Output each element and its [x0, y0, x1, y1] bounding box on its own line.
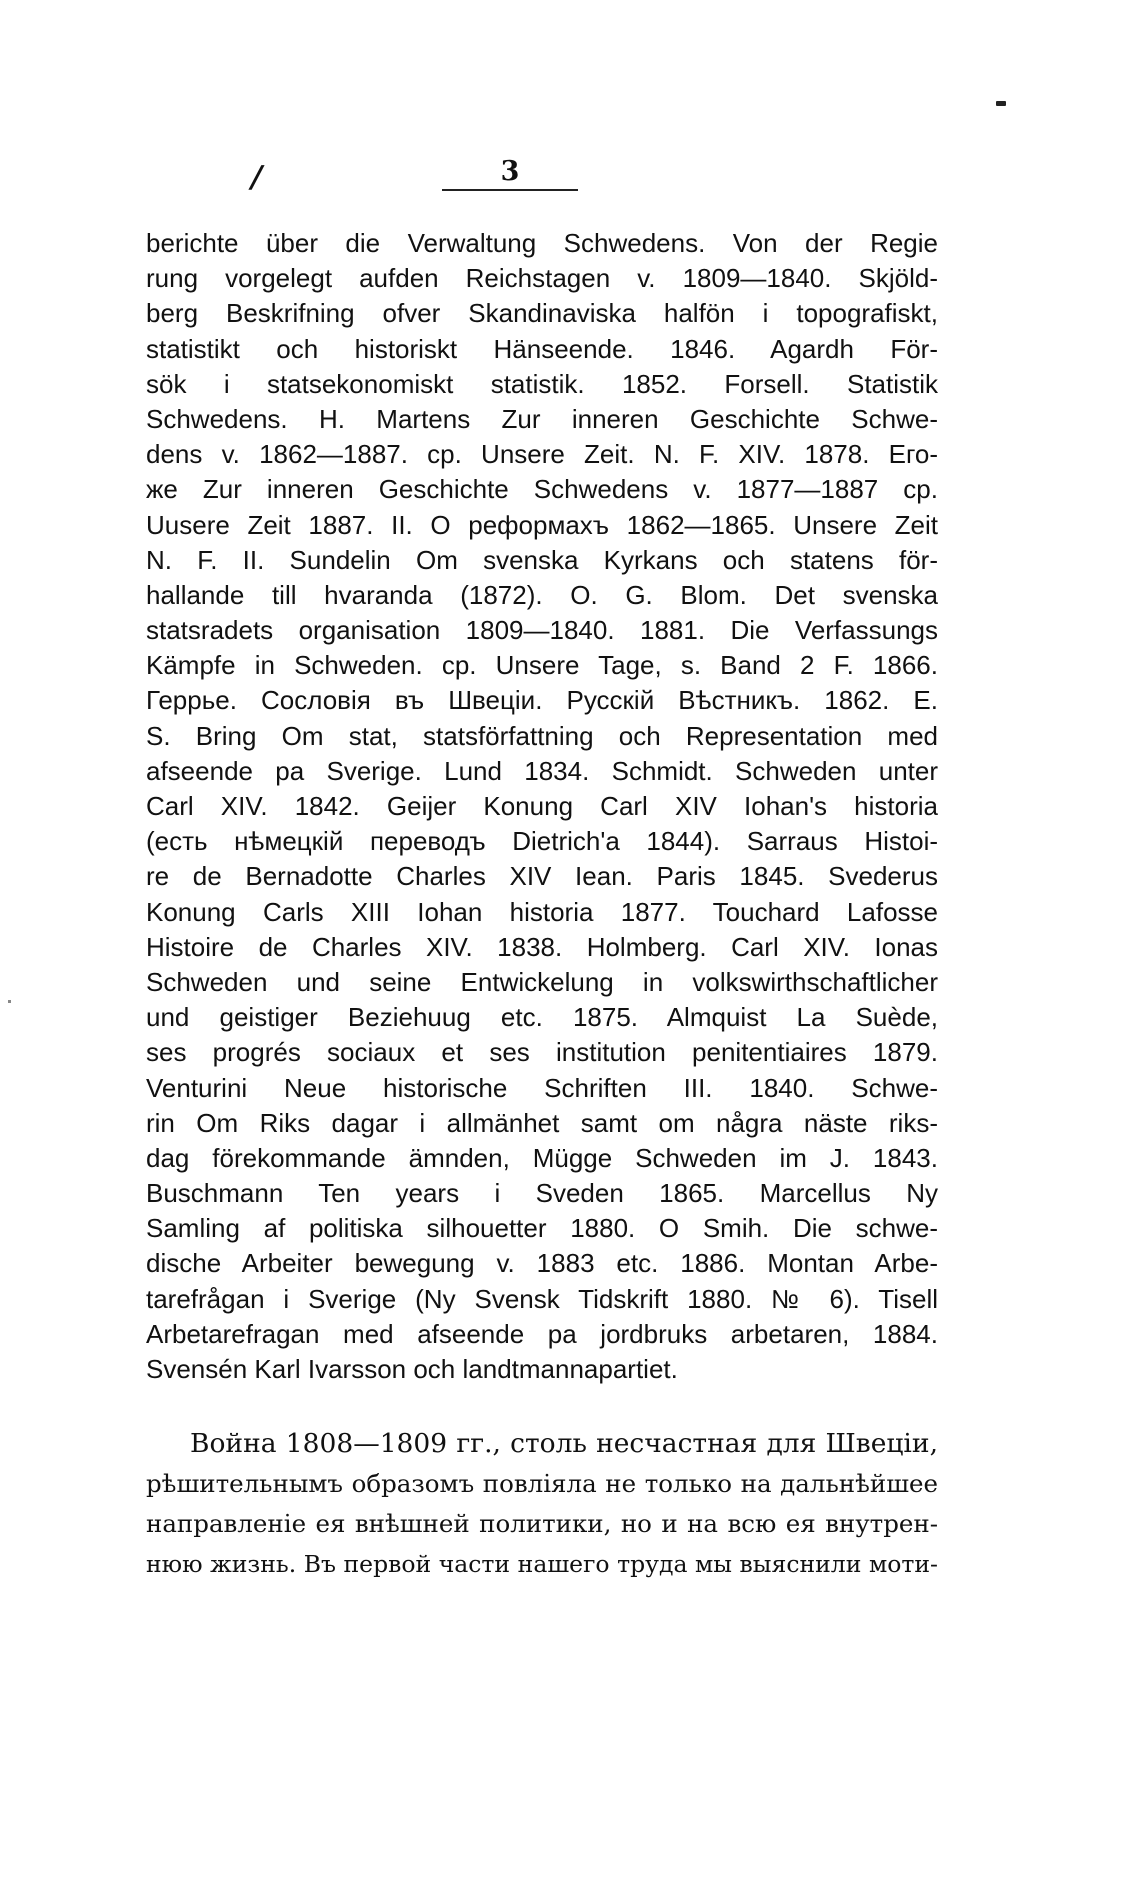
- notes-line: Arbetarefragan med afseende pa jordbruks arbetaren, 1884.: [146, 1318, 938, 1349]
- notes-line: Buschmann Ten years i Sveden 1865. Marcellus Ny: [146, 1178, 938, 1209]
- notes-line: afseende pa Sverige. Lund 1834. Schmidt. Schweden unter: [146, 755, 938, 786]
- notes-line: Schweden und seine Entwickelung in volkswirthschaftlicher: [146, 966, 938, 997]
- notes-line: Konung Carls XIII Iohan historia 1877. Touchard Lafosse: [146, 896, 938, 927]
- notes-line: rin Om Riks dagar i allmänhet samt om några näste riks-: [146, 1107, 938, 1138]
- notes-line: dag förekommande ämnden, Mügge Schweden im J. 1843.: [146, 1142, 938, 1173]
- notes-line: Venturini Neue historische Schriften III. 1840. Schwe-: [146, 1072, 938, 1103]
- bibliography-notes: [146, 226, 938, 1387]
- body-line: направленіе ея внѣшней политики, но и на всю ея внутрен-: [146, 1509, 938, 1538]
- body-line: нюю жизнь. Въ первой части нашего труда мы выяснили моти-: [146, 1550, 938, 1578]
- notes-line: Samling af politiska silhouetter 1880. O Smih. Die schwe-: [146, 1213, 938, 1244]
- main-paragraph: [146, 1424, 938, 1584]
- notes-line: Carl XIV. 1842. Geijer Konung Carl XIV Iohan's historia: [146, 791, 938, 821]
- notes-line: ses progrés sociaux et ses institution penitentiaires 1879.: [146, 1037, 938, 1068]
- corner-mark: [996, 101, 1006, 106]
- notes-line: Svensén Karl Ivarsson och landtmannapartiet.: [146, 1354, 678, 1384]
- notes-line: S. Bring Om stat, statsförfattning och Representation med: [146, 720, 938, 751]
- notes-line: und geistiger Beziehuug etc. 1875. Almquist La Suède,: [146, 1002, 938, 1033]
- scan-speck: [8, 1000, 11, 1003]
- notes-line: Histoire de Charles XIV. 1838. Holmberg. Carl XIV. Ionas: [146, 931, 938, 962]
- notes-line: Геррье. Сословія въ Швеціи. Русскій Вѣстникъ. 1862. E.: [146, 685, 938, 716]
- page-number: 3: [500, 156, 520, 187]
- notes-line: rung vorgelegt aufden Reichstagen v. 1809—1840. Skjöld-: [146, 263, 938, 294]
- notes-line: (есть нѣмецкій переводъ Dietrich'a 1844). Sarraus Histoi-: [146, 826, 938, 857]
- notes-line: же Zur inneren Geschichte Schwedens v. 1877—1887 cp.: [146, 474, 938, 505]
- notes-line: berg Beskrifning ofver Skandinaviska halfön i topografiskt,: [146, 298, 938, 329]
- notes-line: tarefrågan i Sverige (Ny Svensk Tidskrift 1880. № 6). Tisell: [146, 1283, 938, 1314]
- body-line: Война 1808—1809 гг., столь несчастная для Швеціи,: [190, 1428, 938, 1459]
- body-line: рѣшительнымъ образомъ повліяла не только на дальнѣйшее: [146, 1469, 938, 1498]
- notes-line: dische Arbeiter bewegung v. 1883 etc. 1886. Montan Arbe-: [146, 1248, 938, 1279]
- notes-line: sök i statsekonomiskt statistik. 1852. Forsell. Statistik: [146, 368, 938, 399]
- notes-line: Kämpfe in Schweden. cp. Unsere Tage, s. Band 2 F. 1866.: [146, 650, 938, 681]
- notes-line: Schwedens. H. Martens Zur inneren Geschichte Schwe-: [146, 403, 938, 434]
- header-rule: [442, 189, 578, 191]
- notes-line: Uusere Zeit 1887. II. О реформахъ 1862—1865. Unsere Zeit: [146, 509, 938, 540]
- notes-line: statsradets organisation 1809—1840. 1881. Die Verfassungs: [146, 615, 938, 646]
- notes-line: statistikt och historiskt Hänseende. 1846. Agardh För-: [146, 333, 938, 364]
- page-header: [440, 157, 580, 191]
- notes-line: hallande till hvaranda (1872). O. G. Blom. Det svenska: [146, 579, 938, 610]
- notes-line: dens v. 1862—1887. cp. Unsere Zeit. N. F. XIV. 1878. Его-: [146, 439, 938, 470]
- notes-line: re de Bernadotte Charles XIV Iean. Paris 1845. Svederus: [146, 861, 938, 892]
- margin-mark: /: [247, 160, 266, 195]
- notes-line: N. F. II. Sundelin Om svenska Kyrkans och statens för-: [146, 544, 938, 575]
- notes-line: berichte über die Verwaltung Schwedens. Von der Regie: [146, 228, 938, 258]
